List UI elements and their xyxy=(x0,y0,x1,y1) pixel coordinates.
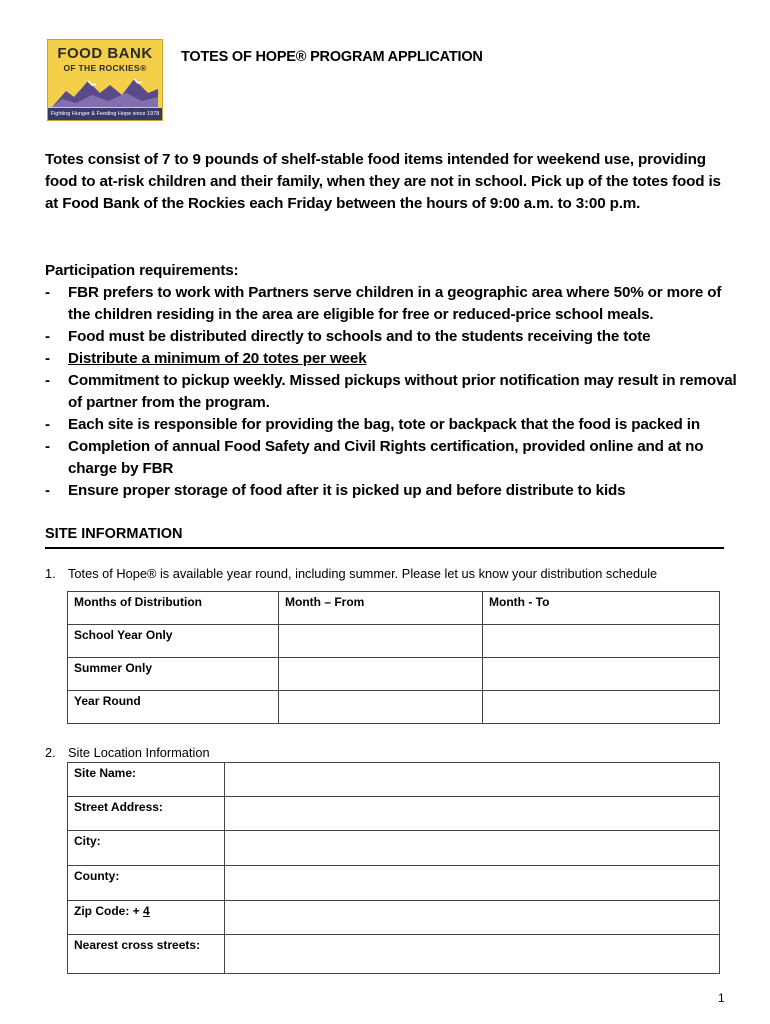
column-header xyxy=(483,592,720,625)
logo-tagline: Fighting Hunger & Feeding Hope since 1978 xyxy=(48,108,162,120)
field-label xyxy=(68,901,225,935)
field-label xyxy=(68,763,225,797)
logo-line-2: OF THE ROCKIES® xyxy=(63,63,147,73)
requirement-item xyxy=(45,348,735,370)
table-row xyxy=(68,901,720,935)
question-text: Site Location Information xyxy=(68,745,210,760)
table-row xyxy=(68,763,720,797)
row-label-text: Summer Only xyxy=(74,661,153,675)
month-to-field[interactable] xyxy=(483,658,720,691)
column-header xyxy=(279,592,483,625)
row-label xyxy=(68,625,279,658)
month-to-field[interactable] xyxy=(483,625,720,658)
field-label xyxy=(68,797,225,831)
cross-streets-field[interactable] xyxy=(225,935,720,974)
table-header-row xyxy=(68,592,720,625)
requirements-heading: Participation requirements: xyxy=(45,262,239,279)
question-number: 2. xyxy=(45,745,56,760)
city-field[interactable] xyxy=(225,831,720,866)
bullet-dash: - xyxy=(45,328,50,345)
row-label-text: School Year Only xyxy=(74,628,173,642)
site-information-heading: SITE INFORMATION xyxy=(45,526,183,542)
zip-code-field[interactable] xyxy=(225,901,720,935)
month-from-field[interactable] xyxy=(279,658,483,691)
logo-line-1: FOOD BANK xyxy=(57,45,153,62)
site-location-table xyxy=(67,762,720,974)
county-label: County: xyxy=(74,869,120,883)
requirement-item xyxy=(45,436,735,480)
row-label xyxy=(68,658,279,691)
table-row xyxy=(68,691,720,724)
requirement-text: Commitment to pickup weekly. Missed pickups without prior notification may result in removal of partner from the program. xyxy=(68,372,737,412)
table-row xyxy=(68,658,720,691)
cross-streets-label: Nearest cross streets: xyxy=(74,938,201,952)
mountains-icon xyxy=(52,73,158,107)
county-field[interactable] xyxy=(225,866,720,901)
bullet-dash: - xyxy=(45,350,50,367)
row-label xyxy=(68,691,279,724)
requirement-text: Food must be distributed directly to schools and to the students receiving the tote xyxy=(68,328,651,345)
column-header xyxy=(68,592,279,625)
requirement-item xyxy=(45,480,735,502)
bullet-dash: - xyxy=(45,482,50,499)
month-to-field[interactable] xyxy=(483,691,720,724)
street-address-label: Street Address: xyxy=(74,800,163,814)
zip-plus-four: 4 xyxy=(143,904,150,918)
food-bank-logo xyxy=(47,39,163,121)
column-header-label: Month - To xyxy=(489,595,550,609)
site-name-label: Site Name: xyxy=(74,766,137,780)
zip-code-label-text: Zip Code: + xyxy=(74,904,143,918)
field-label xyxy=(68,866,225,901)
requirement-item xyxy=(45,414,735,436)
requirement-text: Completion of annual Food Safety and Civil Rights certification, provided online and at no charge by FBR xyxy=(68,438,704,478)
zip-code-label xyxy=(68,901,224,918)
field-label xyxy=(68,935,225,974)
table-row xyxy=(68,866,720,901)
question-text: Totes of Hope® is available year round, including summer. Please let us know your distribution schedule xyxy=(68,566,658,581)
column-header-label: Months of Distribution xyxy=(74,595,202,609)
field-label xyxy=(68,831,225,866)
table-row xyxy=(68,797,720,831)
city-label: City: xyxy=(74,834,101,848)
table-row xyxy=(68,935,720,974)
question-number: 1. xyxy=(45,566,56,581)
intro-paragraph: Totes consist of 7 to 9 pounds of shelf-stable food items intended for weekend use, providing food to at-risk children and their family, when they are not in school. Pick up of the totes food is at Food Bank of the Rockies each Friday between the hours of 9:00 a.m. to 3:00 p.m. xyxy=(45,151,721,213)
bullet-dash: - xyxy=(45,438,50,455)
requirement-text: Distribute a minimum of 20 totes per week xyxy=(68,350,367,367)
bullet-dash: - xyxy=(45,372,50,389)
distribution-schedule-table xyxy=(67,591,720,724)
table-row xyxy=(68,831,720,866)
page-number: 1 xyxy=(718,991,725,1005)
requirement-item xyxy=(45,326,735,348)
month-from-field[interactable] xyxy=(279,691,483,724)
requirement-text: Each site is responsible for providing the bag, tote or backpack that the food is packed in xyxy=(68,416,700,433)
site-name-field[interactable] xyxy=(225,763,720,797)
requirement-item xyxy=(45,370,735,414)
month-from-field[interactable] xyxy=(279,625,483,658)
street-address-field[interactable] xyxy=(225,797,720,831)
column-header-label: Month – From xyxy=(285,595,365,609)
requirement-text: Ensure proper storage of food after it is picked up and before distribute to kids xyxy=(68,482,626,499)
requirement-text: FBR prefers to work with Partners serve children in a geographic area where 50% or more of the children residing in the area are eligible for free or reduced-price school meals. xyxy=(68,284,722,324)
row-label-text: Year Round xyxy=(74,694,141,708)
requirement-item xyxy=(45,282,735,326)
table-row xyxy=(68,625,720,658)
page-title: TOTES OF HOPE® PROGRAM APPLICATION xyxy=(181,49,483,65)
bullet-dash: - xyxy=(45,416,50,433)
section-divider xyxy=(45,547,724,549)
bullet-dash: - xyxy=(45,284,50,301)
